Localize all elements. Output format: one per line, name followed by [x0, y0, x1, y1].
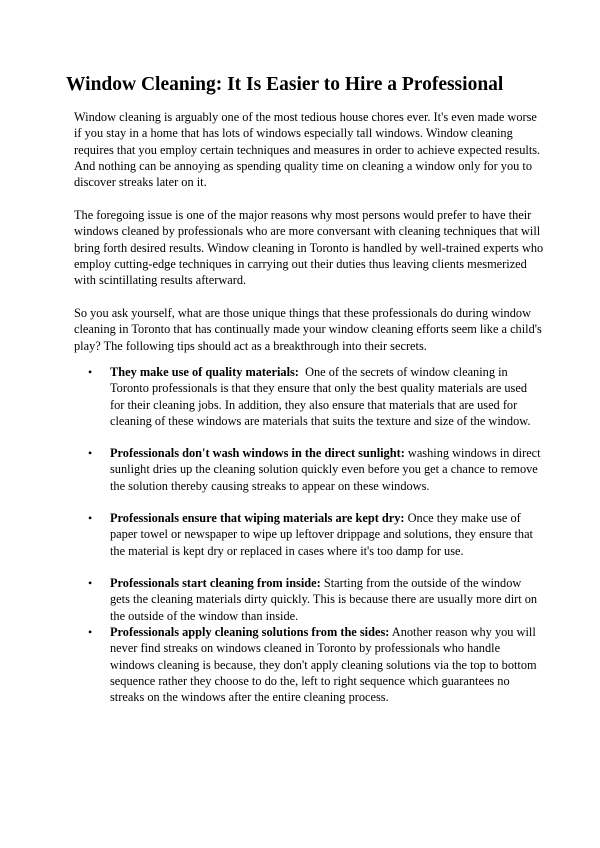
list-item — [74, 624, 544, 705]
tip-heading: Professionals start cleaning from inside: — [110, 576, 321, 590]
list-item — [74, 364, 544, 429]
tip-text: Once they make use of paper towel or newspaper to wipe up leftover drippage and solutions, they ensure that the material is kept dry or replaced in cases where it's too damp for use. — [110, 511, 537, 558]
bullet-icon: • — [88, 511, 93, 525]
tip-heading: Professionals don't wash windows in the direct sunlight: — [110, 446, 405, 460]
tip-text: One of the secrets of window cleaning in Toronto professionals is that they ensure that only the best quality materials are used for their cleaning jobs. In addition, they also ensure that materials that are used for cleaning of these windows are materials that suits the texture and size of the window. — [110, 365, 531, 428]
paragraph-question: So you ask yourself, what are those unique things that these professionals do during window cleaning in Toronto that has continually made your window cleaning efforts seem like a child's play? The following tips should act as a breakthrough into their secrets. — [74, 306, 542, 353]
tip-text: Starting from the outside of the window gets the cleaning materials dirty quickly. This is because there are usually more dirt on the outside of the window than inside. — [110, 576, 541, 623]
bullet-icon: • — [88, 446, 93, 460]
bullet-icon: • — [88, 576, 93, 590]
paragraph-intro: Window cleaning is arguably one of the most tedious house chores ever. It's even made worse if you stay in a home that has lots of windows especially tall windows. Window cleaning requires that you employ certain techniques and measures in order to achieve expected results. And nothing can be annoying as spending quality time on cleaning a window only for you to discover streaks later on it. — [74, 110, 541, 190]
tip-text: washing windows in direct sunlight dries up the cleaning solution quickly even before you get a chance to remove the solution thereby causing streaks to appear on these windows. — [110, 446, 544, 493]
paragraph-reasons: The foregoing issue is one of the major reasons why most persons would prefer to have their windows cleaned by professionals who are more conversant with cleaning techniques that will bring forth desired results. Window cleaning in Toronto is handled by well-trained experts who employ cutting-edge techniques in carrying out their duties thus leaving clients mesmerized with scintillating results afterward. — [74, 208, 544, 288]
tip-heading: Professionals ensure that wiping materials are kept dry: — [110, 511, 405, 525]
page-title: Window Cleaning: It Is Easier to Hire a Professional — [66, 74, 504, 95]
tip-heading: They make use of quality materials: — [110, 365, 299, 379]
bullet-icon: • — [88, 625, 93, 639]
list-item — [74, 445, 544, 494]
tip-text: Another reason why you will never find streaks on windows cleaned in Toronto by professionals who handle windows cleaning is because, they don't apply cleaning solutions via the top to bottom sequence rather they choose to do the, left to right sequence which guarantees no streaks on the windows after the entire cleaning process. — [110, 625, 540, 705]
tip-heading: Professionals apply cleaning solutions from the sides: — [110, 625, 390, 639]
list-item — [74, 575, 544, 624]
list-item — [74, 510, 544, 559]
bullet-icon: • — [88, 365, 93, 379]
